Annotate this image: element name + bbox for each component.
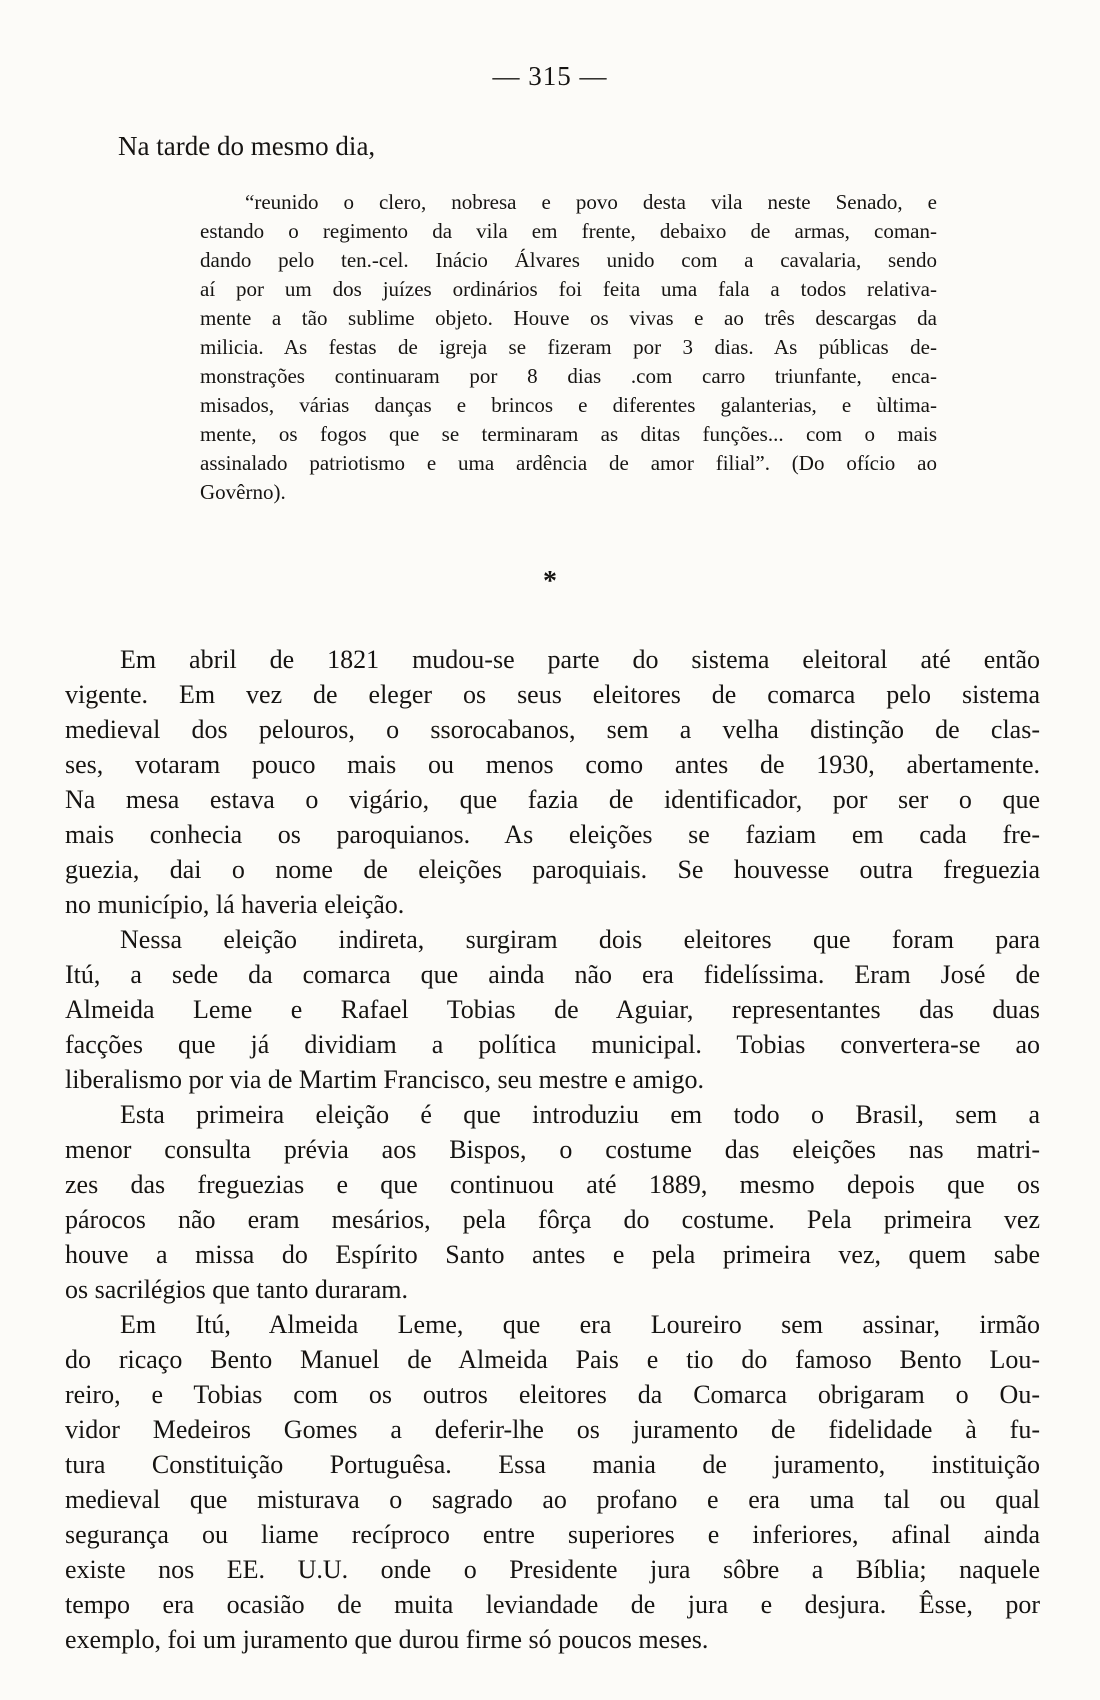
text-line: zes das freguezias e que continuou até 1889, mesmo depois que os (65, 1170, 1040, 1199)
body-text (65, 642, 1040, 1657)
text-line: Na mesa estava o vigário, que fazia de identificador, por ser o que (65, 785, 1040, 814)
paragraph (65, 642, 1040, 922)
text-line: medieval que misturava o sagrado ao profano e era uma tal ou qual (65, 1485, 1040, 1514)
text-line: reiro, e Tobias com os outros eleitores da Comarca obrigaram o Ou- (65, 1380, 1040, 1409)
text-line: medieval dos pelouros, o ssorocabanos, sem a velha distinção de clas- (65, 715, 1040, 744)
asterisk-separator: * (543, 566, 557, 597)
text-line: misados, várias danças e brincos e diferentes galanterias, e ùltima- (200, 393, 937, 417)
text-line: vigente. Em vez de eleger os seus eleitores de comarca pelo sistema (65, 680, 1040, 709)
text-line: assinalado patriotismo e uma ardência de amor filial”. (Do ofício ao (200, 451, 937, 475)
text-line: Em Itú, Almeida Leme, que era Loureiro sem assinar, irmão (120, 1310, 1040, 1339)
text-line: Almeida Leme e Rafael Tobias de Aguiar, representantes das duas (65, 995, 1040, 1024)
text-line: tempo era ocasião de muita leviandade de jura e desjura. Êsse, por (65, 1590, 1040, 1619)
text-line: facções que já dividiam a política municipal. Tobias convertera-se ao (65, 1030, 1040, 1059)
page-number: — 315 — (492, 61, 608, 91)
text-line: monstrações continuaram por 8 dias .com carro triunfante, enca- (200, 364, 937, 388)
text-line: vidor Medeiros Gomes a deferir-lhe os juramento de fidelidade à fu- (65, 1415, 1040, 1444)
text-line: mente a tão sublime objeto. Houve os vivas e ao três descargas da (200, 306, 937, 330)
text-line: os sacrilégios que tanto duraram. (65, 1275, 408, 1304)
text-line: milicia. As festas de igreja se fizeram por 3 dias. As públicas de- (200, 335, 937, 359)
block-quote (200, 188, 937, 507)
text-line: aí por um dos juízes ordinários foi feita uma fala a todos relativa- (200, 277, 937, 301)
text-line: do ricaço Bento Manuel de Almeida Pais e tio do famoso Bento Lou- (65, 1345, 1040, 1374)
paragraph (65, 1307, 1040, 1657)
text-line: ses, votaram pouco mais ou menos como antes de 1930, abertamente. (65, 750, 1040, 779)
text-line: “reunido o clero, nobresa e povo desta vila neste Senado, e (245, 190, 937, 214)
text-line: mente, os fogos que se terminaram as ditas funções... com o mais (200, 422, 937, 446)
text-line: Nessa eleição indireta, surgiram dois eleitores que foram para (120, 925, 1040, 954)
text-line: Em abril de 1821 mudou-se parte do sistema eleitoral até então (120, 645, 1040, 674)
text-line: liberalismo por via de Martim Francisco, seu mestre e amigo. (65, 1065, 704, 1094)
text-line: párocos não eram mesários, pela fôrça do costume. Pela primeira vez (65, 1205, 1040, 1234)
paragraph (65, 1097, 1040, 1307)
text-line: tura Constituição Portuguêsa. Essa mania de juramento, instituição (65, 1450, 1040, 1479)
text-line: no município, lá haveria eleição. (65, 890, 405, 919)
text-line: menor consulta prévia aos Bispos, o costume das eleições nas matri- (65, 1135, 1040, 1164)
text-line: Esta primeira eleição é que introduziu em todo o Brasil, sem a (120, 1100, 1040, 1129)
text-line: Govêrno). (200, 480, 286, 504)
text-line: segurança ou liame recíproco entre superiores e inferiores, afinal ainda (65, 1520, 1040, 1549)
text-line: estando o regimento da vila em frente, debaixo de armas, coman- (200, 219, 937, 243)
text-line: exemplo, foi um juramento que durou firme só poucos meses. (65, 1625, 709, 1654)
text-line: existe nos EE. U.U. onde o Presidente jura sôbre a Bíblia; naquele (65, 1555, 1040, 1584)
text-line: Itú, a sede da comarca que ainda não era fidelíssima. Eram José de (65, 960, 1040, 989)
text-line: dando pelo ten.-cel. Inácio Álvares unido com a cavalaria, sendo (200, 248, 937, 272)
text-line: guezia, dai o nome de eleições paroquiais. Se houvesse outra freguezia (65, 855, 1040, 884)
text-line: mais conhecia os paroquianos. As eleições se faziam em cada fre- (65, 820, 1040, 849)
text-line: houve a missa do Espírito Santo antes e pela primeira vez, quem sabe (65, 1240, 1040, 1269)
opening-line: Na tarde do mesmo dia, (118, 131, 376, 161)
paragraph (65, 922, 1040, 1097)
